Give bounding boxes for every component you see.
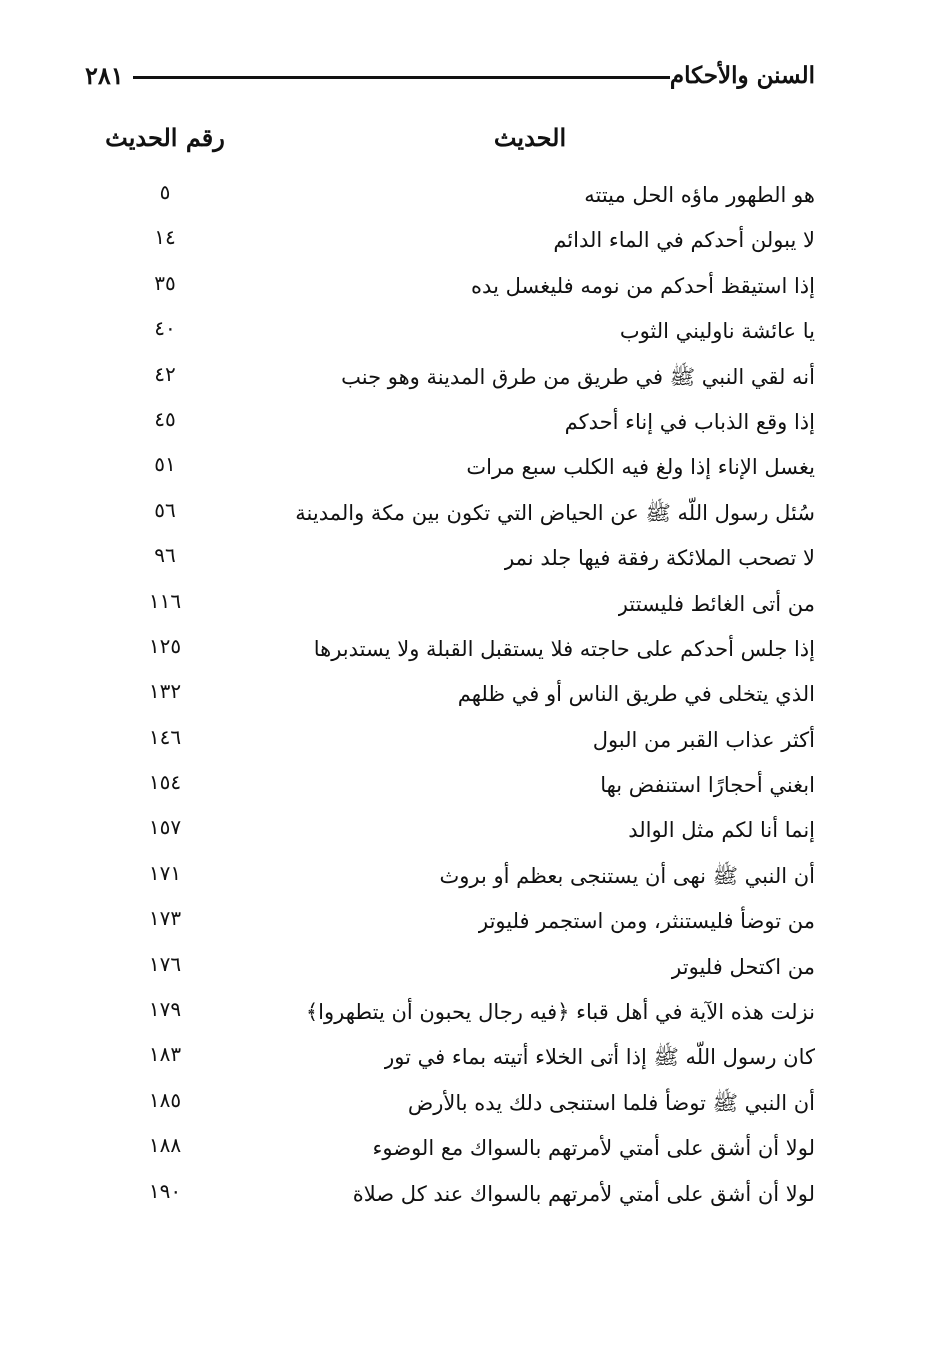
book-title: السنن والأحكام bbox=[669, 62, 815, 89]
table-row bbox=[0, 399, 925, 444]
hadith-text: يا عائشة ناوليني الثوب bbox=[619, 319, 815, 344]
hadith-text: إذا استيقظ أحدكم من نومه فليغسل يده bbox=[471, 273, 815, 298]
number-column-heading: رقم الحديث bbox=[105, 123, 225, 152]
hadith-text: هو الطهور ماؤه الحل ميتته bbox=[584, 183, 815, 207]
hadith-number: ١٤ bbox=[154, 225, 176, 250]
header-rule bbox=[133, 76, 670, 79]
table-row bbox=[0, 535, 925, 580]
hadith-number: ٥ bbox=[159, 180, 171, 204]
table-row bbox=[0, 762, 925, 807]
running-header bbox=[85, 58, 815, 98]
hadith-number: ٤٥ bbox=[154, 406, 176, 431]
hadith-text: أكثر عذاب القبر من البول bbox=[592, 727, 815, 752]
table-row bbox=[0, 807, 925, 852]
hadith-number: ١٧٩ bbox=[148, 997, 182, 1022]
hadith-text: إذا جلس أحدكم على حاجته فلا يستقبل القبلة ولا يستدبرها bbox=[313, 636, 815, 661]
hadith-number: ١٩٠ bbox=[148, 1178, 182, 1203]
table-row bbox=[0, 853, 925, 898]
hadith-index-list bbox=[0, 172, 925, 1216]
hadith-text: ابغني أحجارًا استنفض بها bbox=[600, 773, 815, 798]
hadith-number: ١٨٥ bbox=[148, 1087, 182, 1112]
hadith-text: أن النبي ﷺ نهى أن يستنجى بعظم أو بروث bbox=[439, 863, 815, 888]
table-row bbox=[0, 172, 925, 217]
table-row bbox=[0, 1080, 925, 1125]
hadith-text: لا تصحب الملائكة رفقة فيها جلد نمر bbox=[504, 546, 815, 571]
table-row bbox=[0, 944, 925, 989]
table-row bbox=[0, 444, 925, 489]
hadith-number: ٥٦ bbox=[154, 497, 176, 522]
hadith-text: سُئل رسول اللّه ﷺ عن الحياض التي تكون بين مكة والمدينة bbox=[295, 500, 815, 525]
hadith-number: ١٧١ bbox=[148, 860, 182, 885]
hadith-number: ١١٦ bbox=[148, 588, 182, 613]
hadith-text: من اكتحل فليوتر bbox=[671, 954, 815, 979]
hadith-text: لا يبولن أحدكم في الماء الدائم bbox=[553, 228, 815, 253]
page-number: ٢٨١ bbox=[85, 61, 124, 90]
hadith-text: كان رسول اللّه ﷺ إذا أتى الخلاء أتيته بماء في تور bbox=[384, 1045, 815, 1070]
hadith-text: أنه لقي النبي ﷺ في طريق من طرق المدينة وهو جنب bbox=[341, 364, 815, 389]
hadith-number: ١٨٨ bbox=[148, 1133, 182, 1158]
hadith-text: أن النبي ﷺ توضأ فلما استنجى دلك يده بالأرض bbox=[407, 1090, 815, 1115]
hadith-text: من أتى الغائط فليستتر bbox=[617, 591, 815, 616]
table-row bbox=[0, 626, 925, 671]
hadith-text: نزلت هذه الآية في أهل قباء ﴿فيه رجال يحبون أن يتطهروا﴾ bbox=[305, 1000, 815, 1025]
hadith-number: ١٥٤ bbox=[148, 770, 182, 795]
table-row bbox=[0, 1125, 925, 1170]
hadith-number: ١٧٦ bbox=[148, 951, 182, 976]
hadith-number: ١٧٣ bbox=[148, 906, 182, 931]
hadith-column-heading: الحديث bbox=[493, 123, 567, 152]
hadith-number: ١٨٣ bbox=[148, 1042, 182, 1067]
hadith-number: ٩٦ bbox=[154, 543, 176, 568]
table-row bbox=[0, 308, 925, 353]
table-row bbox=[0, 217, 925, 262]
table-row bbox=[0, 263, 925, 308]
hadith-number: ١٥٧ bbox=[148, 815, 182, 840]
hadith-text: إذا وقع الذباب في إناء أحدكم bbox=[564, 409, 815, 434]
table-row bbox=[0, 581, 925, 626]
hadith-number: ٤٢ bbox=[154, 361, 176, 386]
table-row bbox=[0, 898, 925, 943]
hadith-number: ٤٠ bbox=[154, 316, 176, 341]
table-row bbox=[0, 1034, 925, 1079]
hadith-text: إنما أنا لكم مثل الوالد bbox=[628, 818, 815, 843]
hadith-text: لولا أن أشق على أمتي لأمرتهم بالسواك عند كل صلاة bbox=[352, 1181, 815, 1206]
hadith-text: يغسل الإناء إذا ولغ فيه الكلب سبع مرات bbox=[466, 455, 815, 480]
table-row bbox=[0, 717, 925, 762]
table-row bbox=[0, 490, 925, 535]
hadith-number: ١٤٦ bbox=[148, 724, 182, 749]
hadith-text: لولا أن أشق على أمتي لأمرتهم بالسواك مع الوضوء bbox=[372, 1136, 815, 1161]
table-row bbox=[0, 671, 925, 716]
hadith-text: الذي يتخلى في طريق الناس أو في ظلهم bbox=[457, 682, 815, 707]
hadith-text: من توضأ فليستنثر، ومن استجمر فليوتر bbox=[477, 909, 815, 934]
hadith-number: ١٢٥ bbox=[148, 633, 182, 658]
table-row bbox=[0, 1171, 925, 1216]
table-row bbox=[0, 354, 925, 399]
hadith-number: ٥١ bbox=[154, 452, 176, 477]
table-row bbox=[0, 989, 925, 1034]
hadith-number: ٣٥ bbox=[154, 270, 176, 295]
hadith-number: ١٣٢ bbox=[148, 679, 182, 704]
